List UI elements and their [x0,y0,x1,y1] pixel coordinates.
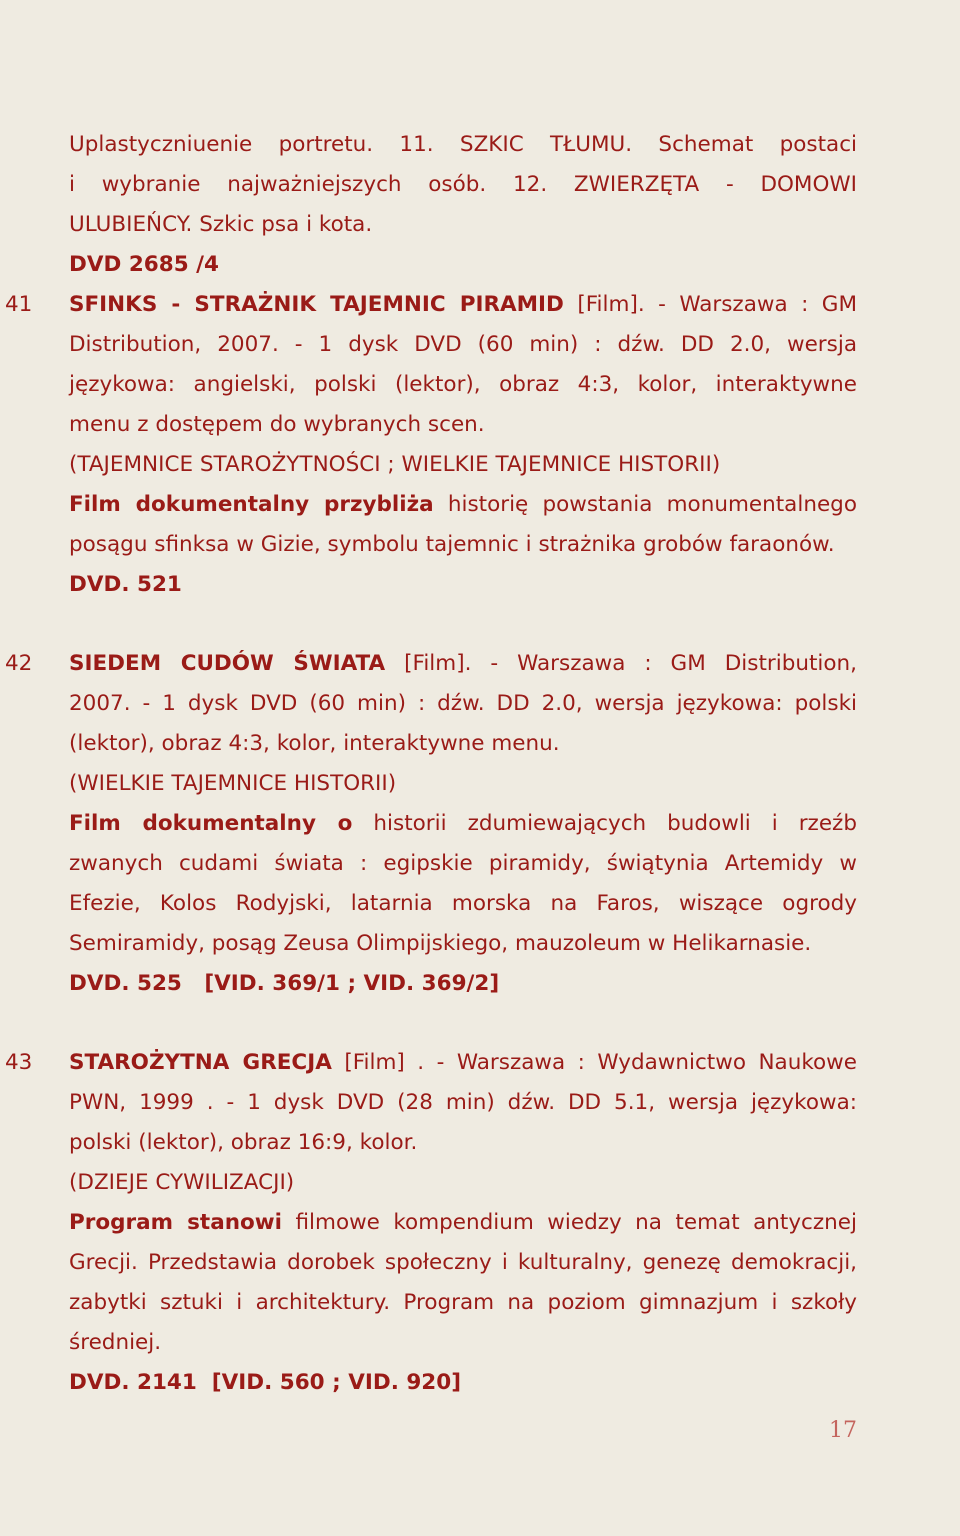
entry-title-line: SFINKS - STRAŻNIK TAJEMNIC PIRAMID [Film]. - Warszawa : GM [69,292,857,317]
entry-desc-line: menu z dostępem do wybranych scen. [69,412,485,437]
entry-title-line: STAROŻYTNA GRECJA [Film] . - Warszawa : Wydawnictwo Naukowe [69,1050,857,1075]
page-number: 17 [829,1418,857,1443]
entry-title-line: SIEDEM CUDÓW ŚWIATA [Film]. - Warszawa : GM Distribution, [69,651,857,676]
entry-series: (TAJEMNICE STAROŻYTNOŚCI ; WIELKIE TAJEMNICE HISTORII) [69,452,721,477]
entry-desc-line: polski (lektor), obraz 16:9, kolor. [69,1130,418,1155]
entry-number: 42 [5,651,33,676]
entry-number: 41 [5,292,33,317]
entry-series: (WIELKIE TAJEMNICE HISTORII) [69,771,397,796]
entry-summary-line: Film dokumentalny o historii zdumiewających budowli i rzeźb [69,811,857,836]
entry-summary-line: zabytki sztuki i architektury. Program na poziom gimnazjum i szkoły [69,1290,857,1315]
entry-desc-line: językowa: angielski, polski (lektor), obraz 4:3, kolor, interaktywne [69,372,857,397]
entry-summary-line: średniej. [69,1330,162,1355]
prev-entry-signature: DVD 2685 /4 [69,252,219,277]
entry-desc-line: 2007. - 1 dysk DVD (60 min) : dźw. DD 2.0, wersja językowa: polski [69,691,857,716]
entry-summary-line: zwanych cudami świata : egipskie piramidy, świątynia Artemidy w [69,851,857,876]
entry-title: SFINKS - STRAŻNIK TAJEMNIC PIRAMID [69,292,564,317]
entry-signature: DVD. 2141 [VID. 560 ; VID. 920] [69,1370,462,1395]
entry-signature: DVD. 525 [VID. 369/1 ; VID. 369/2] [69,971,500,996]
prev-entry-line-2: i wybranie najważniejszych osób. 12. ZWIERZĘTA - DOMOWI [69,172,857,197]
entry-summary-line: Program stanowi filmowe kompendium wiedzy na temat antycznej [69,1210,857,1235]
entry-desc-line: (lektor), obraz 4:3, kolor, interaktywne menu. [69,731,560,756]
entry-number: 43 [5,1050,33,1075]
entry-title: STAROŻYTNA GRECJA [69,1050,332,1075]
entry-series: (DZIEJE CYWILIZACJI) [69,1170,295,1195]
entry-desc-line: Distribution, 2007. - 1 dysk DVD (60 min) : dźw. DD 2.0, wersja [69,332,857,357]
entry-summary-line: Grecji. Przedstawia dorobek społeczny i kulturalny, genezę demokracji, [69,1250,857,1275]
entry-desc-line: PWN, 1999 . - 1 dysk DVD (28 min) dźw. DD 5.1, wersja językowa: [69,1090,857,1115]
prev-entry-line-1: Uplastyczniuenie portretu. 11. SZKIC TŁUMU. Schemat postaci [69,132,857,157]
prev-entry-line-3: ULUBIEŃCY. Szkic psa i kota. [69,212,373,237]
entry-title: SIEDEM CUDÓW ŚWIATA [69,651,386,676]
entry-summary-line: Film dokumentalny przybliża historię powstania monumentalnego [69,492,857,517]
entry-summary-line: Semiramidy, posąg Zeusa Olimpijskiego, mauzoleum w Helikarnasie. [69,931,812,956]
entry-signature: DVD. 521 [69,572,182,597]
entry-summary-line: posągu sfinksa w Gizie, symbolu tajemnic i strażnika grobów faraonów. [69,532,835,557]
entry-summary-line: Efezie, Kolos Rodyjski, latarnia morska na Faros, wiszące ogrody [69,891,857,916]
